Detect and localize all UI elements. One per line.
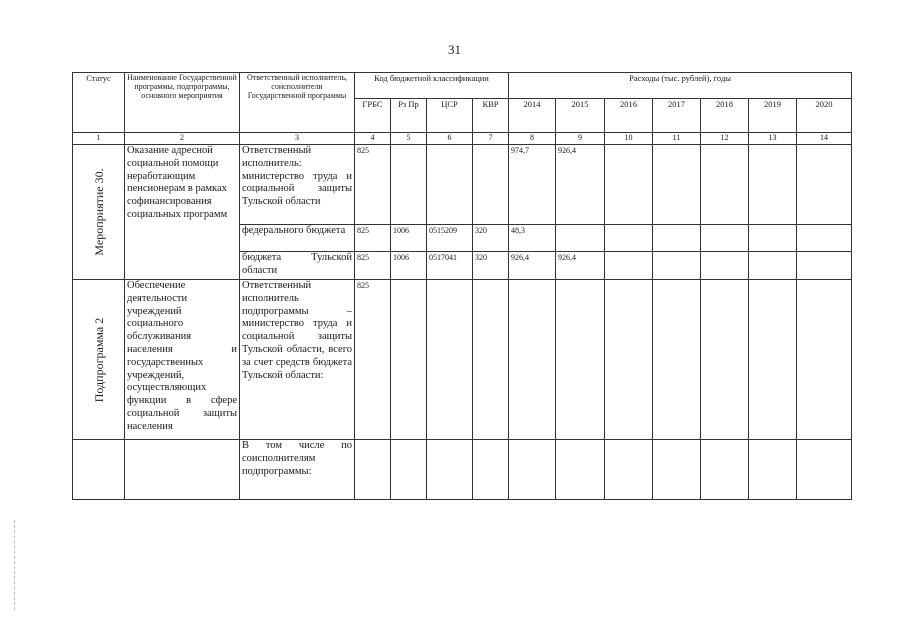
executor-cell: бюджета Тульской области [240,252,355,280]
rzpr-cell: 1006 [391,252,427,280]
header-year: 2015 [556,99,605,133]
header-code: ГРБС [355,99,391,133]
rzpr-cell [391,145,427,225]
column-number: 10 [605,133,653,145]
column-number: 5 [391,133,427,145]
status-cell [73,145,125,280]
subprogram-2-name: Обеспечение деятельности учреждений социального обслуживания населения и государственных учреждений, осуществляющих функции в сфере социальной защиты населения [125,280,240,440]
kvr-cell: 320 [473,225,509,252]
rzpr-cell: 1006 [391,225,427,252]
status-subprogram-2: Подпрограмма 2 [91,317,106,402]
table-row [73,145,852,225]
status-event-30: Мероприятие 30. [91,168,106,256]
value-2014: 974,7 [509,145,556,225]
header-year: 2014 [509,99,556,133]
value-2015: 926,4 [556,145,605,225]
column-number: 7 [473,133,509,145]
column-number-row [73,133,852,145]
executor-cell: Ответственный исполнитель подпрограммы – министерство труда и социальной защиты Тульской области, всего за счет средств бюджета Тульской области: [240,280,355,440]
page-number: 31 [448,42,461,57]
kvr-cell [473,145,509,225]
grbs-cell: 825 [355,280,391,440]
header-status: Статус [73,73,125,133]
table-row [73,440,852,500]
csr-cell: 0515209 [427,225,473,252]
event-30-name: Оказание адресной социальной помощи неработающим пенсионерам в рамках софинансирования социальных программ [125,145,240,280]
value-2015: 926,4 [556,252,605,280]
header-year: 2017 [653,99,701,133]
header-code: КВР [473,99,509,133]
scan-margin-marks [14,520,17,610]
header-code: Рз Пр [391,99,427,133]
header-expenses: Расходы (тыс. рублей), годы [509,73,852,99]
value-2014: 926,4 [509,252,556,280]
header-name: Наименование Государственной программы, подпрограммы, основного мероприятия [125,73,240,133]
grbs-cell: 825 [355,252,391,280]
co-executors-cell: В том числе по соисполнителям подпрограммы: [240,440,355,500]
column-number: 3 [240,133,355,145]
column-number: 1 [73,133,125,145]
header-code: ЦСР [427,99,473,133]
column-number: 9 [556,133,605,145]
executor-cell: Ответственный исполнитель: министерство труда и социальной защиты Тульской области [240,145,355,225]
csr-cell [427,145,473,225]
csr-cell: 0517041 [427,252,473,280]
value-2015 [556,225,605,252]
column-number: 13 [749,133,797,145]
column-number: 12 [701,133,749,145]
value-2014: 48,3 [509,225,556,252]
column-number: 2 [125,133,240,145]
header-executor: Ответственный исполнитель, соисполнители Государственной программы [240,73,355,133]
column-number: 8 [509,133,556,145]
header-year: 2020 [797,99,852,133]
column-number: 14 [797,133,852,145]
column-number: 11 [653,133,701,145]
column-number: 4 [355,133,391,145]
grbs-cell: 825 [355,145,391,225]
column-number: 6 [427,133,473,145]
executor-cell: федерального бюджета [240,225,355,252]
header-budget-code: Код бюджетной классификации [355,73,509,99]
header-year: 2016 [605,99,653,133]
grbs-cell: 825 [355,225,391,252]
budget-table [72,72,852,500]
header-year: 2019 [749,99,797,133]
kvr-cell: 320 [473,252,509,280]
status-cell [73,280,125,440]
table-row [73,280,852,440]
header-year: 2018 [701,99,749,133]
